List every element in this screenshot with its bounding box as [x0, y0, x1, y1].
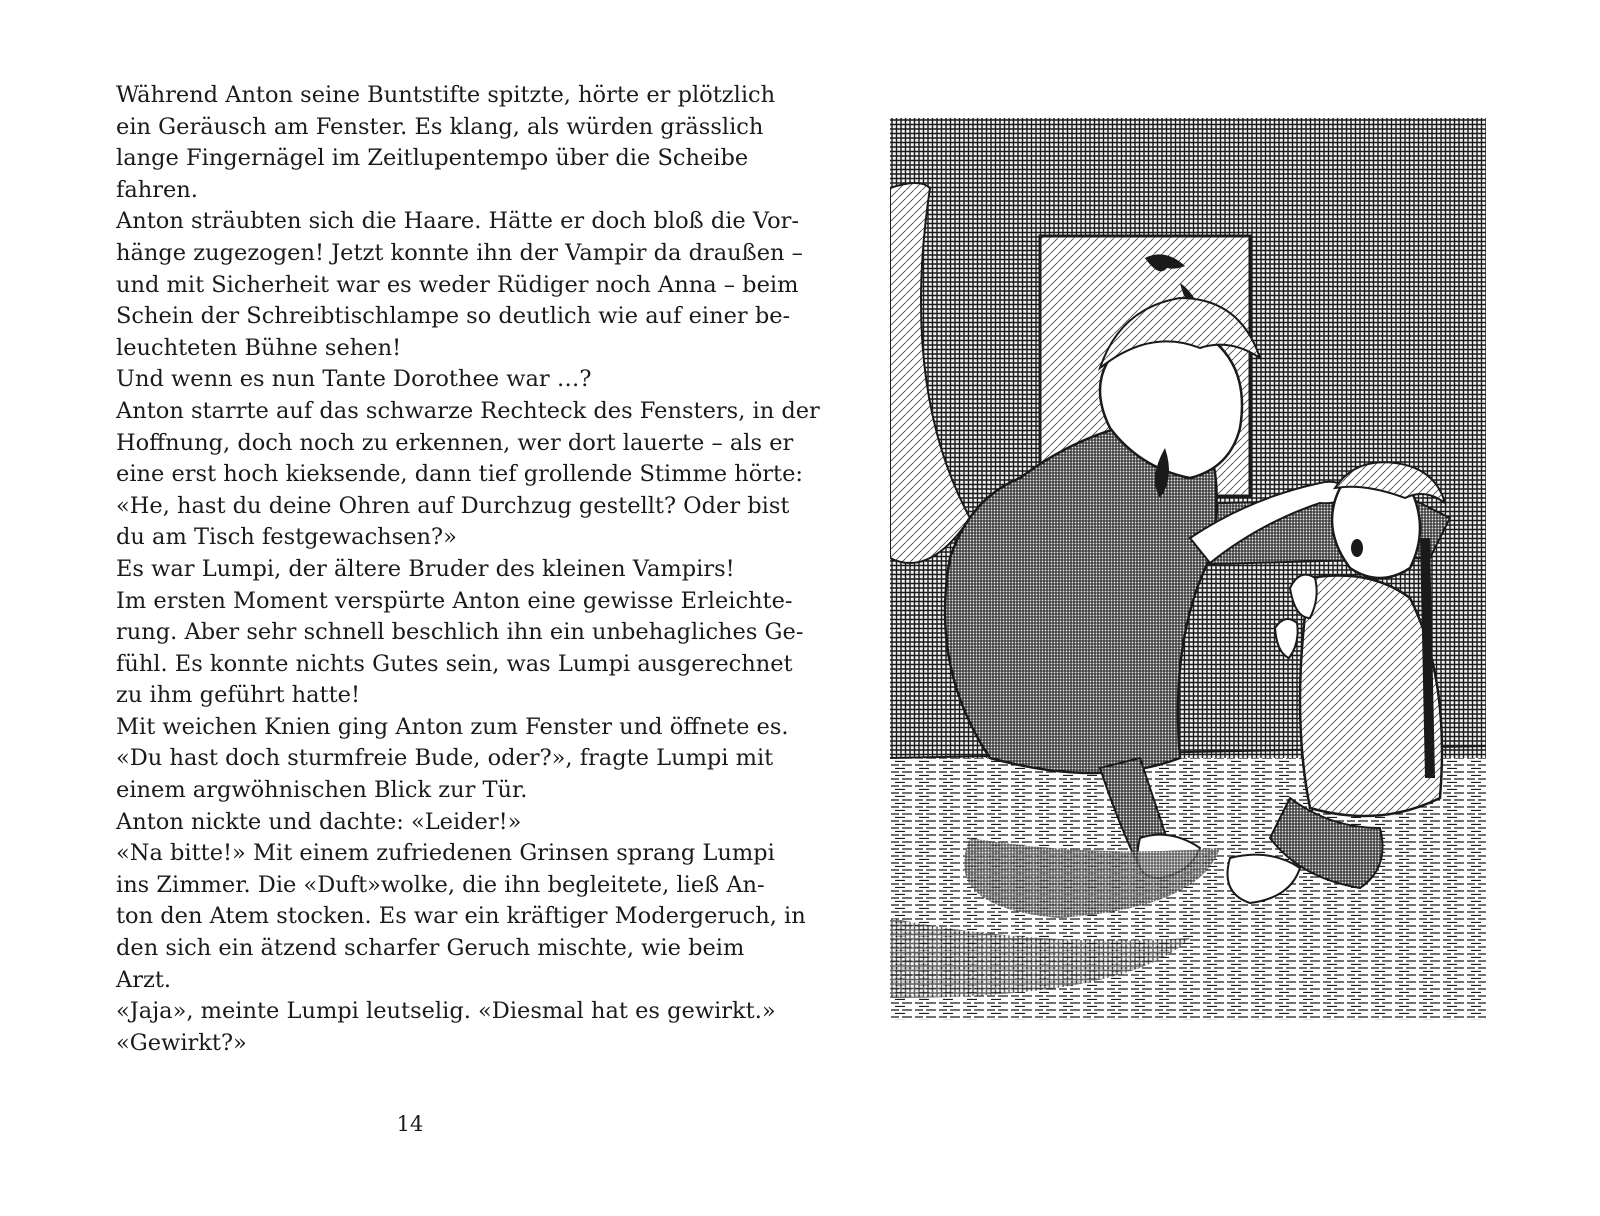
text-line: zu ihm geführt hatte!: [116, 682, 360, 709]
text-line: «He, hast du deine Ohren auf Durchzug gestellt? Oder bist: [116, 492, 790, 519]
text-line: leuchteten Bühne sehen!: [116, 334, 402, 361]
text-line: Arzt.: [116, 966, 172, 993]
text-line: «Du hast doch sturmfreie Bude, oder?», fragte Lumpi mit: [116, 745, 774, 772]
text-line: den sich ein ätzend scharfer Geruch mischte, wie beim: [116, 935, 745, 962]
text-line: ton den Atem stocken. Es war ein kräftiger Modergeruch, in: [116, 903, 806, 930]
text-line: Während Anton seine Buntstifte spitzte, hörte er plötzlich: [116, 82, 776, 108]
text-line: fahren.: [116, 176, 198, 203]
text-line: Es war Lumpi, der ältere Bruder des kleinen Vampirs!: [116, 555, 735, 582]
text-line: eine erst hoch kieksende, dann tief grollende Stimme hörte:: [116, 461, 803, 488]
text-line: Schein der Schreibtischlampe so deutlich wie auf einer be-: [116, 303, 791, 330]
text-line: Und wenn es nun Tante Dorothee war …?: [116, 366, 592, 393]
text-line: «Na bitte!» Mit einem zufriedenen Grinsen sprang Lumpi: [116, 840, 775, 867]
text-line: Anton starrte auf das schwarze Rechteck des Fensters, in der: [116, 397, 820, 424]
text-line: «Gewirkt?»: [116, 1029, 247, 1056]
text-line: Mit weichen Knien ging Anton zum Fenster und öffnete es.: [116, 713, 789, 740]
text-line: fühl. Es konnte nichts Gutes sein, was Lumpi ausgerechnet: [116, 650, 793, 677]
page-text-block: [116, 80, 820, 1059]
text-line: Anton nickte und dachte: «Leider!»: [116, 808, 522, 835]
illustration-drawing: [890, 118, 1486, 1020]
text-line: du am Tisch festgewachsen?»: [116, 524, 457, 551]
text-line: lange Fingernägel im Zeitlupentempo über die Scheibe: [116, 145, 749, 172]
text-line: und mit Sicherheit war es weder Rüdiger noch Anna – beim: [116, 271, 799, 298]
text-line: einem argwöhnischen Blick zur Tür.: [116, 777, 528, 804]
text-line: rung. Aber sehr schnell beschlich ihn ein unbehagliches Ge-: [116, 619, 804, 646]
text-line: hänge zugezogen! Jetzt konnte ihn der Vampir da draußen –: [116, 239, 803, 266]
page-number: 14: [396, 1112, 424, 1136]
illustration: [890, 118, 1486, 1020]
text-line: Im ersten Moment verspürte Anton eine gewisse Erleichte-: [116, 587, 793, 614]
text-line: ins Zimmer. Die «Duft»wolke, die ihn begleitete, ließ An-: [116, 871, 765, 898]
text-line: Hoffnung, doch noch zu erkennen, wer dort lauerte – als er: [116, 429, 794, 456]
text-line: «Jaja», meinte Lumpi leutselig. «Diesmal hat es gewirkt.»: [116, 998, 776, 1025]
text-line: ein Geräusch am Fenster. Es klang, als würden grässlich: [116, 113, 764, 140]
text-line: Anton sträubten sich die Haare. Hätte er doch bloß die Vor-: [116, 208, 799, 235]
